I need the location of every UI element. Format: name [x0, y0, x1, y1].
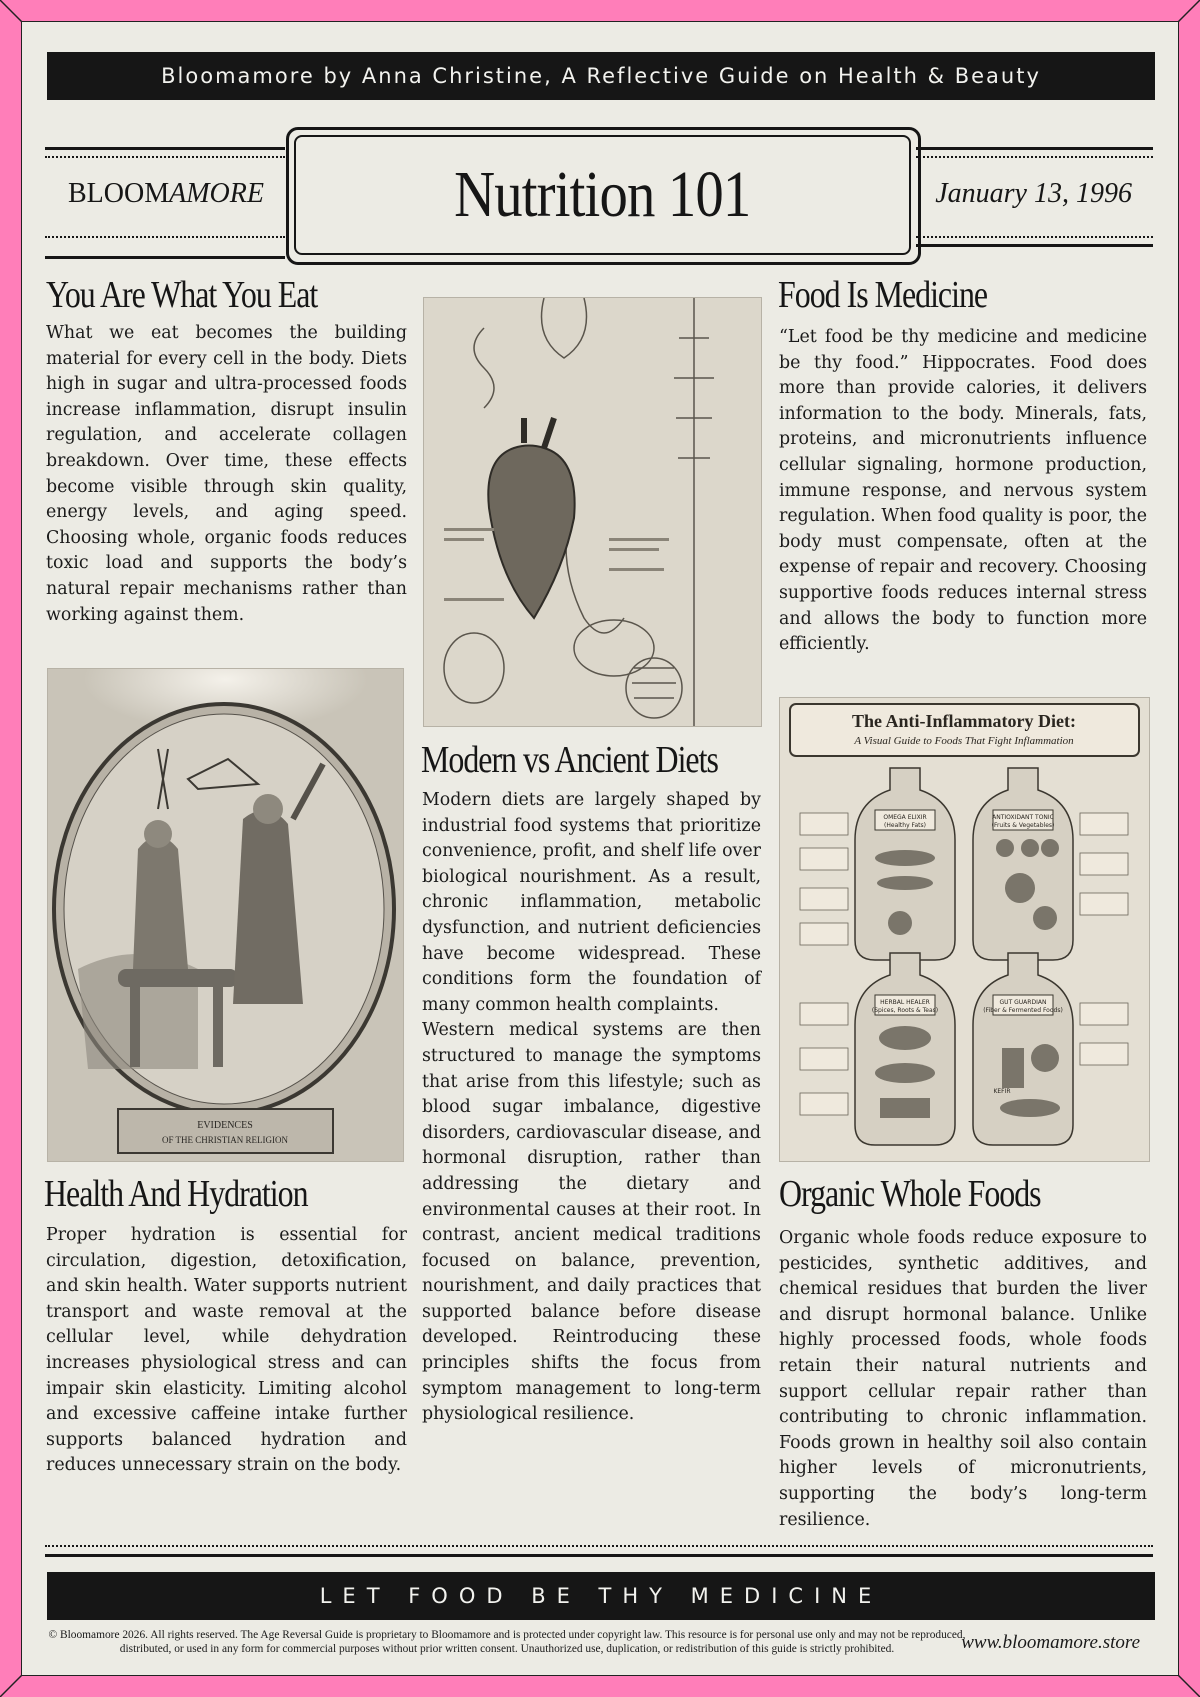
engraving-image: [47, 668, 404, 1162]
text-modern-paragraph-2: Western medical systems are then structured to manage the symptoms that arise from this lifestyle; such as blood sugar imbalance, digestive disorders, cardiovascular disease, and hormonal disruption, rather than addressing the dietary and environmental causes at their root. In contrast, ancient medical traditions focused on balance, prevention, nourishment, and daily practices that supported balance before disease developed. Reintroducing these principles shifts the focus from symptom management to long-term physiological resilience.: [422, 1020, 761, 1425]
kefir-label: KEFIR: [993, 1088, 1011, 1095]
text-food-is-medicine: “Let food be thy medicine and medicine be thy food.” Hippocrates. Food does more than provide calories, it delivers information to the body. Minerals, fats, proteins, and micronutrients influence cellular signaling, hormone production, immune response, and nervous system regulation. When food quality is poor, the body must compensate, often at the expense of repair and recovery. Choosing supportive foods reduces internal stress and allows the body to function more efficiently.: [779, 327, 1147, 655]
jar-label-gut: GUT GUARDIAN: [999, 999, 1047, 1006]
masthead-rule: [45, 147, 285, 150]
heading-food-is-medicine: Food Is Medicine: [778, 274, 988, 316]
top-banner-text: Bloomamore by Anna Christine, A Reflective Guide on Health & Beauty: [161, 64, 1041, 88]
issue-date: January 13, 1996: [935, 178, 1132, 209]
jar-sub-herbal: (Spices, Roots & Teas): [871, 1007, 939, 1014]
text-you-are-what-you-eat: What we eat becomes the building material for every cell in the body. Diets high in sugar and ultra-processed foods increase inflammation, disrupt insulin regulation, and accelerate collagen breakdown. Over time, these effects become visible through skin quality, energy levels, and aging speed. Choosing whole, organic foods reduces toxic load and supports the body’s natural repair mechanisms rather than working against them.: [46, 323, 407, 625]
website-link[interactable]: www.bloomamore.store: [961, 1632, 1140, 1653]
masthead-rule: [916, 147, 1153, 150]
jar-sub-gut: (Fiber & Fermented Foods): [983, 1007, 1063, 1014]
heading-health-and-hydration: Health And Hydration: [44, 1173, 308, 1215]
anti-inflammatory-poster: [779, 697, 1150, 1162]
text-modern-vs-ancient-diets: [422, 788, 761, 1428]
masthead-rule: [916, 156, 1153, 158]
heading-organic-whole-foods: Organic Whole Foods: [779, 1173, 1041, 1215]
masthead-rule: [45, 256, 285, 259]
masthead-rule: [45, 236, 285, 238]
top-banner: [47, 52, 1155, 100]
masthead-rule: [45, 156, 285, 158]
footer-rule: [45, 1554, 1153, 1557]
anatomy-sketch-image: [423, 297, 762, 727]
engraving-caption-line1: EVIDENCES: [197, 1120, 253, 1131]
copyright-line-1: © Bloomamore 2026. All rights reserved. The Age Reversal Guide is proprietary to Bloomamore and is protected under copyright law. This resource is for personal use only and may not be reproduced,: [48, 1629, 966, 1641]
poster-title: The Anti-Inflammatory Diet:: [852, 711, 1076, 731]
page-title: Nutrition 101: [454, 158, 751, 231]
poster-subtitle: A Visual Guide to Foods That Fight Inflammation: [854, 735, 1074, 747]
jar-label-antioxidant: ANTIOXIDANT TONIC: [992, 814, 1054, 821]
title-box: [294, 135, 911, 255]
bottom-banner-text: LET FOOD BE THY MEDICINE: [319, 1584, 883, 1608]
copyright-notice: [47, 1628, 967, 1656]
jar-sub-omega: (Healthy Fats): [884, 822, 926, 829]
text-modern-paragraph-1: Modern diets are largely shaped by industrial food systems that prioritize convenience, profit, and shelf life over biological nourishment. As a result, chronic inflammation, metabolic dysfunction, and nutrient deficiencies have become widespread. These conditions form the foundation of many common health complaints.: [422, 790, 761, 1015]
brand-logo: BLOOMAMORE: [68, 178, 264, 209]
text-organic-whole-foods: Organic whole foods reduce exposure to pesticides, synthetic additives, and chemical residues that burden the liver and disrupt hormonal balance. Unlike highly processed foods, whole foods retain their natural nutrients and support cellular repair rather than contributing to chronic inflammation. Foods grown in healthy soil also contain higher levels of micronutrients, supporting the body’s long-term resilience.: [779, 1228, 1147, 1530]
text-health-and-hydration: Proper hydration is essential for circulation, digestion, detoxification, and skin health. Water supports nutrient transport and waste removal at the cellular level, while dehydration increases physiological stress and can impair skin elasticity. Limiting alcohol and excessive caffeine intake further supports balanced hydration and reduces unnecessary strain on the body.: [46, 1225, 407, 1476]
jar-label-herbal: HERBAL HEALER: [880, 999, 930, 1006]
jar-label-omega: OMEGA ELIXIR: [883, 814, 927, 821]
masthead-rule: [916, 244, 1153, 247]
jar-sub-antioxidant: (Fruits & Vegetables): [991, 822, 1055, 829]
heading-you-are-what-you-eat: You Are What You Eat: [46, 274, 318, 316]
bottom-banner: [47, 1572, 1155, 1620]
heading-modern-vs-ancient-diets: Modern vs Ancient Diets: [421, 739, 718, 781]
masthead-rule: [916, 236, 1153, 238]
engraving-caption-line2: OF THE CHRISTIAN RELIGION: [161, 1135, 289, 1145]
footer-rule: [45, 1545, 1153, 1547]
copyright-line-2: distributed, or used in any form for commercial purposes without prior written consent. Unauthorized use, duplication, or redistribution of this guide is strictly prohibited.: [119, 1643, 895, 1655]
